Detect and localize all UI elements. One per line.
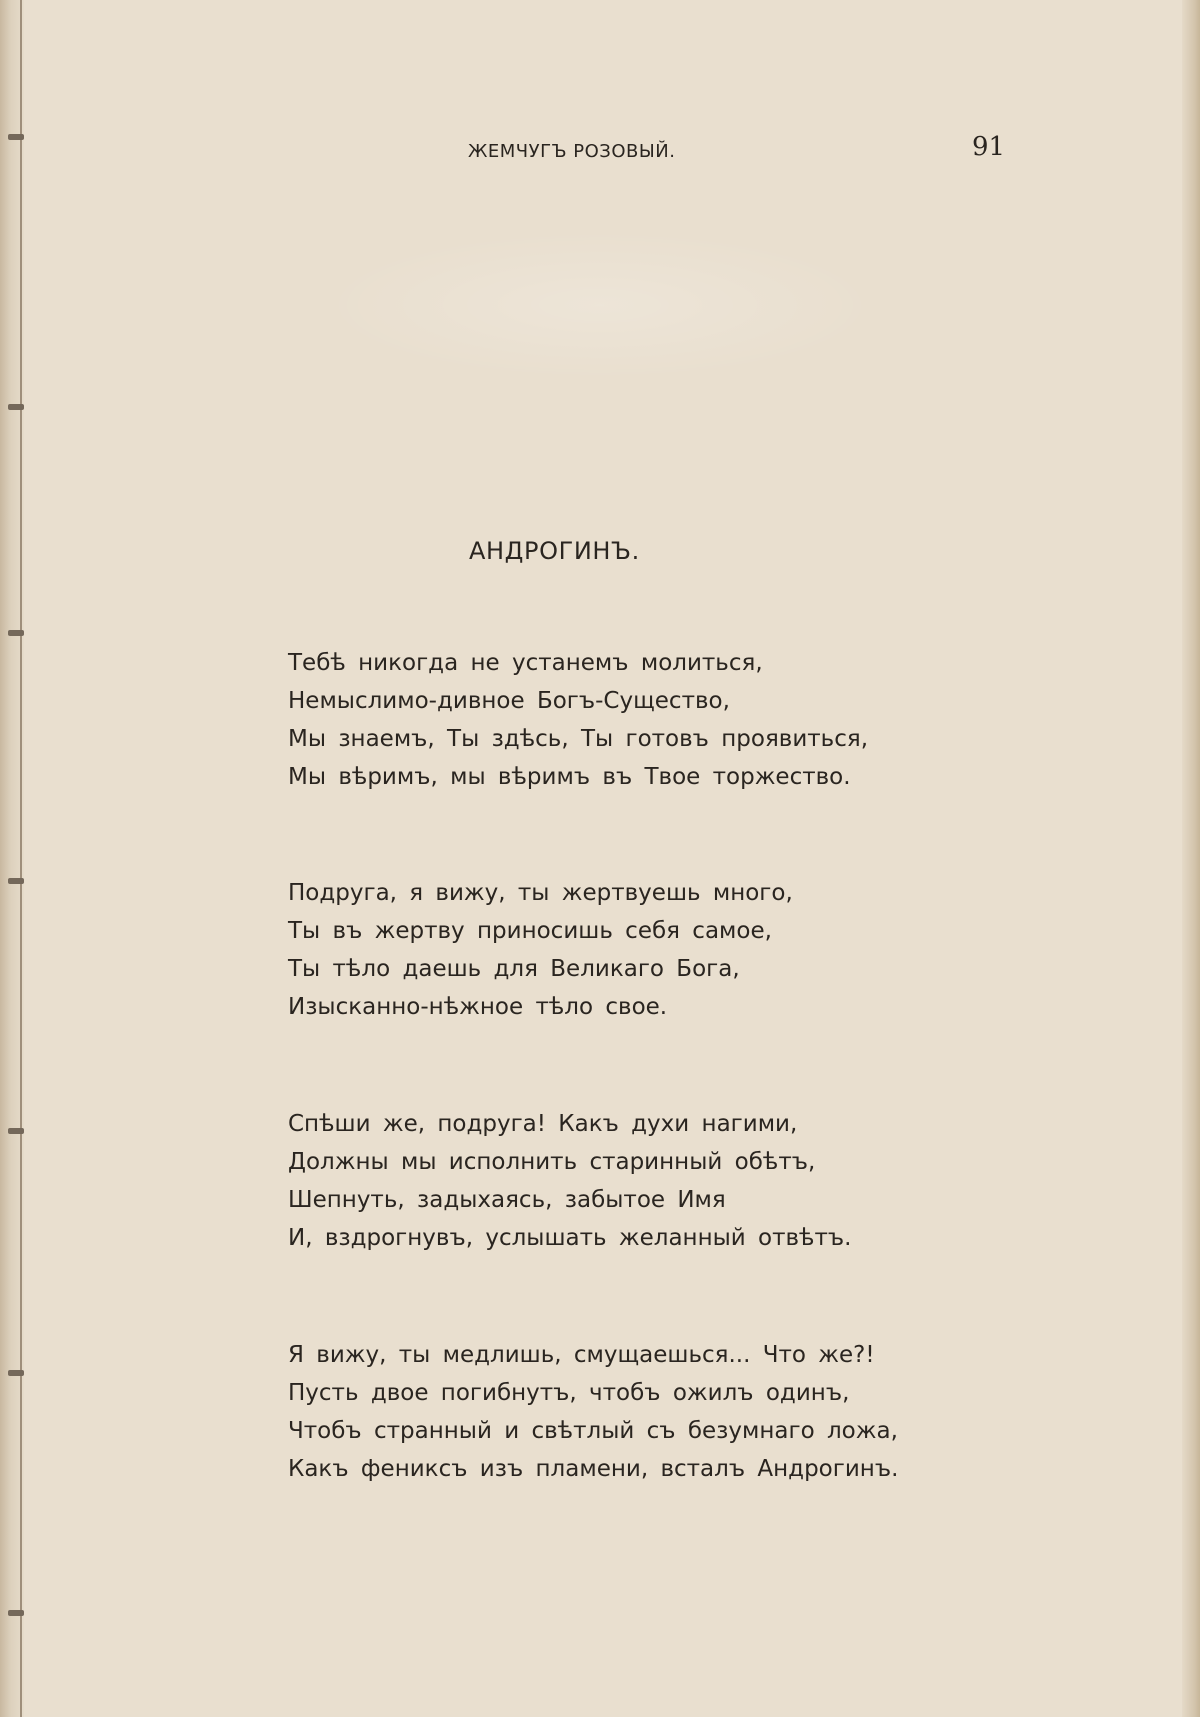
binding-stitch [8,134,24,140]
stanza-3 [288,1105,928,1257]
poem-line: Ты въ жертву приносишь себя самое, [288,918,772,944]
poem-line: Пусть двое погибнутъ, чтобъ ожилъ одинъ, [288,1380,850,1406]
poem-line: Мы знаемъ, Ты здѣсь, Ты готовъ проявиться, [288,726,869,752]
stanza-1 [288,644,928,796]
poem-line: Шепнуть, задыхаясь, забытое Имя [288,1187,726,1213]
poem-line: Чтобъ странный и свѣтлый съ безумнаго ложа, [288,1418,898,1444]
stanza-2 [288,874,928,1026]
page-number: 91 [972,132,1006,162]
poem-title: АНДРОГИНЪ. [469,537,640,565]
poem-line: Изысканно-нѣжное тѣло свое. [288,994,668,1020]
binding-line [20,0,22,1717]
binding-stitch [8,630,24,636]
poem-line: Тебѣ никогда не устанемъ молиться, [288,650,763,676]
binding-stitch [8,1128,24,1134]
stanza-4 [288,1336,928,1488]
binding-stitch [8,404,24,410]
binding-stitch [8,1610,24,1616]
poem-line: Мы вѣримъ, мы вѣримъ въ Твое торжество. [288,764,851,790]
poem-line: И, вздрогнувъ, услышать желанный отвѣтъ. [288,1225,852,1251]
binding-stitch [8,878,24,884]
binding-stitch [8,1370,24,1376]
poem-line: Какъ фениксъ изъ пламени, всталъ Андрогинъ. [288,1456,899,1482]
page-edge [1182,0,1200,1717]
poem-line: Ты тѣло даешь для Великаго Бога, [288,956,740,982]
running-head: ЖЕМЧУГЪ РОЗОВЫЙ. [468,141,676,162]
poem-line: Немыслимо-дивное Богъ-Существо, [288,688,730,714]
poem-line: Подруга, я вижу, ты жертвуешь много, [288,880,793,906]
poem-line: Спѣши же, подруга! Какъ духи нагими, [288,1111,798,1137]
show-through-area [320,230,880,380]
poem-line: Должны мы исполнить старинный обѣтъ, [288,1149,816,1175]
poem-line: Я вижу, ты медлишь, смущаешься... Что же?! [288,1342,875,1368]
